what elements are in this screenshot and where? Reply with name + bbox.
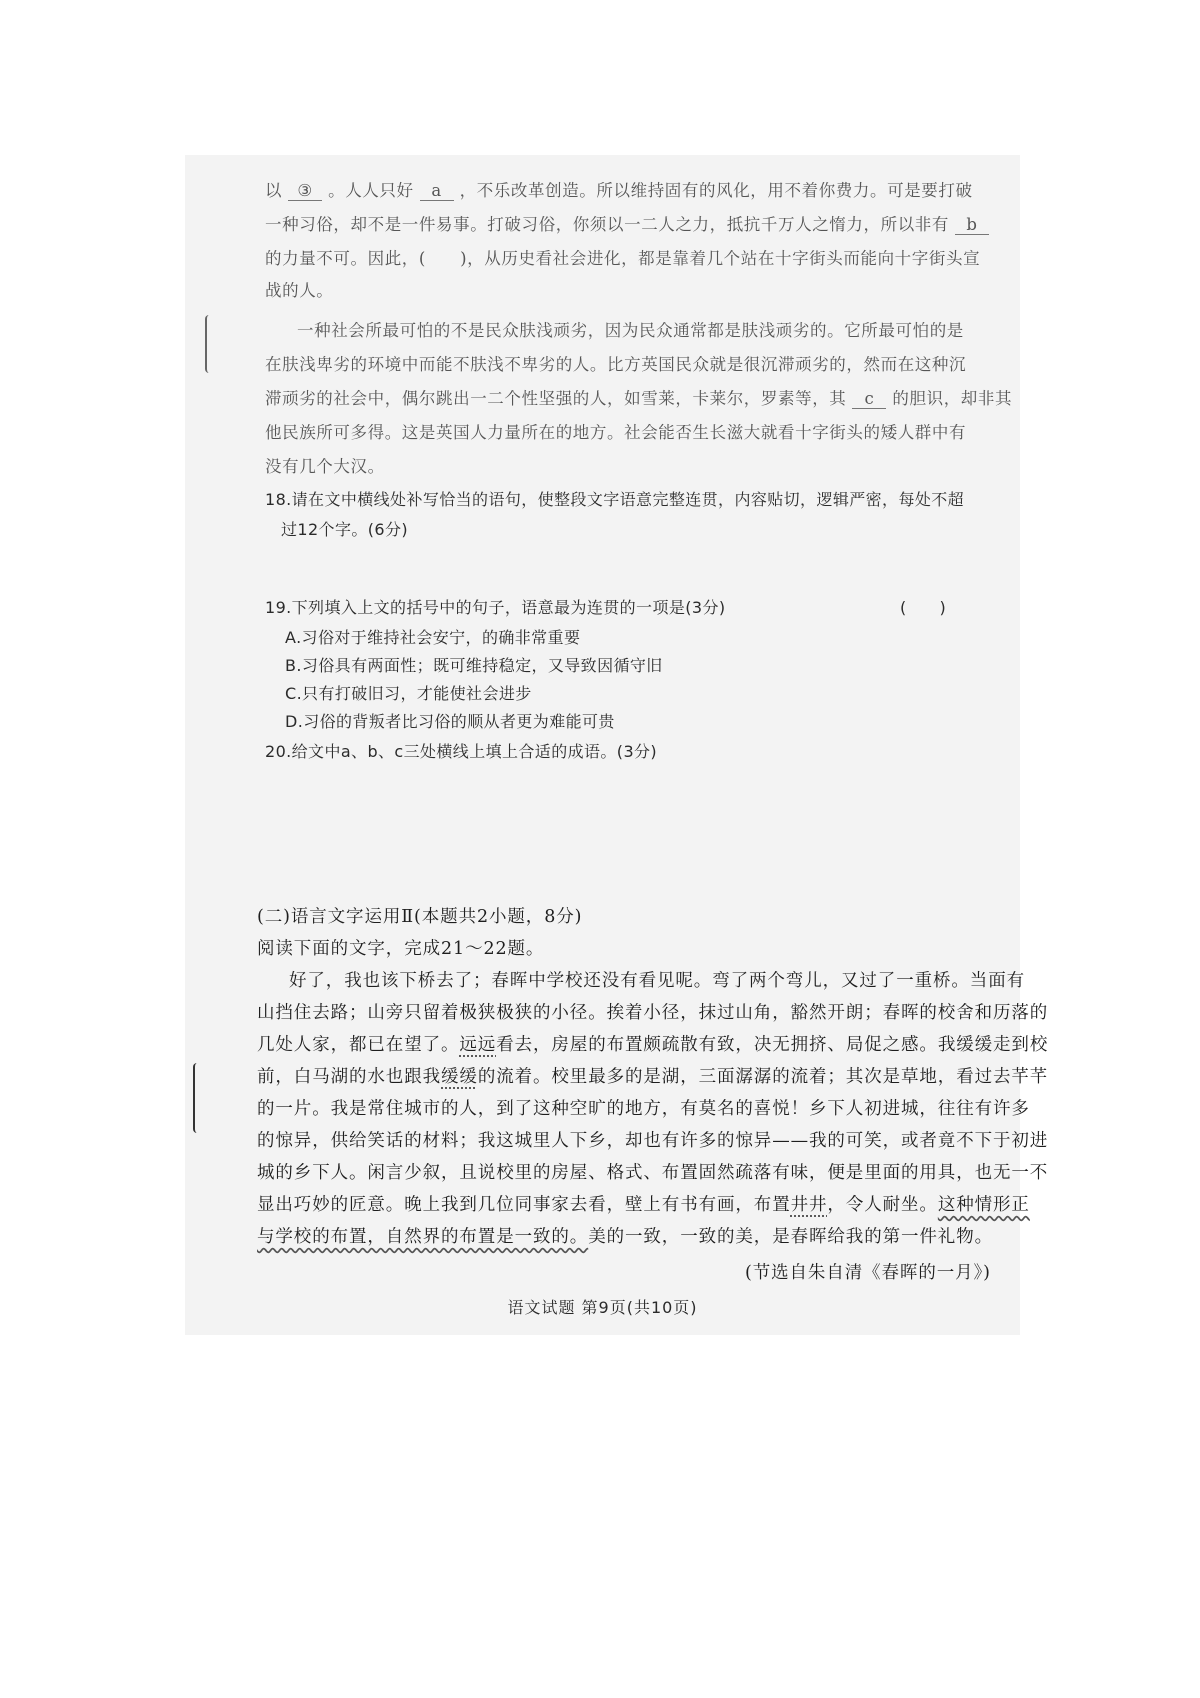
passage1-line-1: 以 ③ 。人人只好 a ，不乐改革创造。所以维持固有的风化，用不着你费力。可是要打破 [265,181,973,200]
question-19-option-a: A.习俗对于维持社会安宁，的确非常重要 [285,628,581,647]
question-18-line-2: 过12个字。(6分) [281,520,409,539]
passage2-line-3: 几处人家，都已在望了。远远看去，房屋的布置颇疏散有致，决无拥挤、局促之感。我缓缓走到校 [257,1035,1049,1055]
passage2-source: (节选自朱自清《春晖的一月》) [745,1263,991,1283]
dotted-word-yuanyuan: 远远 [459,1035,497,1055]
question-19-option-b: B.习俗具有两面性；既可维持稳定，又导致因循守旧 [285,656,663,675]
passage1-line-8: 他民族所可多得。这是英国人力量所在的地方。社会能否生长滋大就看十字街头的矮人群中有 [265,423,967,442]
section-2-heading: (二)语言文字运用Ⅱ(本题共2小题，8分) [257,907,583,927]
passage2-line-5: 的一片。我是常住城市的人，到了这种空旷的地方，有莫名的喜悦！乡下人初进城，往往有许多 [257,1099,1030,1119]
passage1-line-7: 滞顽劣的社会中，偶尔跳出一二个性坚强的人，如雪莱，卡莱尔，罗素等，其 c 的胆识，却非其 [265,389,1013,408]
passage1-line-3: 的力量不可。因此，( )，从历史看社会进化，都是靠着几个站在十字街头而能向十字街头宣 [265,249,981,268]
passage2-line-9: 与学校的布置，自然界的布置是一致的。美的一致，一致的美，是春晖给我的第一件礼物。 [257,1227,994,1247]
margin-bracket-bottom [193,1063,205,1133]
dotted-word-jingjing: 井井 [790,1195,828,1215]
dotted-word-huanhuan: 缓缓 [441,1067,478,1087]
blank-b: b [955,215,989,235]
question-19-option-c: C.只有打破旧习，才能使社会进步 [285,684,532,703]
passage2-line-4: 前，白马湖的水也跟我缓缓的流着。校里最多的是湖，三面潺潺的流着；其次是草地，看过去芊芊 [257,1067,1049,1087]
page-footer: 语文试题 第9页(共10页) [507,1298,698,1317]
passage2-line-7: 城的乡下人。闲言少叙，且说校里的房屋、格式、布置固然疏落有味，便是里面的用具，也无一不 [257,1163,1049,1183]
scanned-exam-page [185,155,1049,1335]
blank-c: c [852,389,886,409]
passage2-line-1: 好了，我也该下桥去了；春晖中学校还没有看见呢。弯了两个弯儿，又过了一重桥。当面有 [289,971,1025,991]
margin-bracket-top [205,315,217,373]
passage1-line-4: 战的人。 [265,281,334,300]
passage2-line-6: 的惊异，供给笑话的材料；我这城里人下乡，却也有许多的惊异——我的可笑，或者竟不下于初进 [257,1131,1049,1151]
question-19-stem: 19.下列填入上文的括号中的句子，语意最为连贯的一项是(3分) [265,598,726,617]
question-20: 20.给文中a、b、c三处横线上填上合适的成语。(3分) [265,742,658,761]
section-2-instruction: 阅读下面的文字，完成21～22题。 [257,939,545,959]
passage1-line-2: 一种习俗，却不是一件易事。打破习俗，你须以一二人之力，抵抗千万人之惰力，所以非有 b [265,211,995,235]
blank-3: ③ [288,181,322,201]
wavy-underlined-sentence-start: 这种情形正 [937,1195,1030,1215]
question-19-option-d: D.习俗的背叛者比习俗的顺从者更为难能可贵 [285,712,615,731]
question-18-line-1: 18.请在文中横线处补写恰当的语句，使整段文字语意完整连贯，内容贴切，逻辑严密，每处不超 [265,490,965,509]
passage1-line-5: 一种社会所最可怕的不是民众肤浅顽劣，因为民众通常都是肤浅顽劣的。它所最可怕的是 [297,321,964,340]
blank-a: a [420,181,454,201]
wavy-underlined-sentence-end: 与学校的布置，自然界的布置是一致的。 [257,1227,589,1247]
bleed-through-text [745,605,865,626]
passage2-line-8: 显出巧妙的匠意。晚上我到几位同事家去看，壁上有书有画，布置井井，令人耐坐。这种情形正 [257,1195,1030,1215]
question-19-answer-paren: ( ) [900,598,947,617]
passage2-line-2: 山挡住去路；山旁只留着极狭极狭的小径。挨着小径，抹过山角，豁然开朗；春晖的校舍和历落的 [257,1003,1049,1023]
passage1-line-6: 在肤浅卑劣的环境中而能不肤浅不卑劣的人。比方英国民众就是很沉滞顽劣的，然而在这种沉 [265,355,967,374]
passage1-line-9: 没有几个大汉。 [265,457,385,476]
